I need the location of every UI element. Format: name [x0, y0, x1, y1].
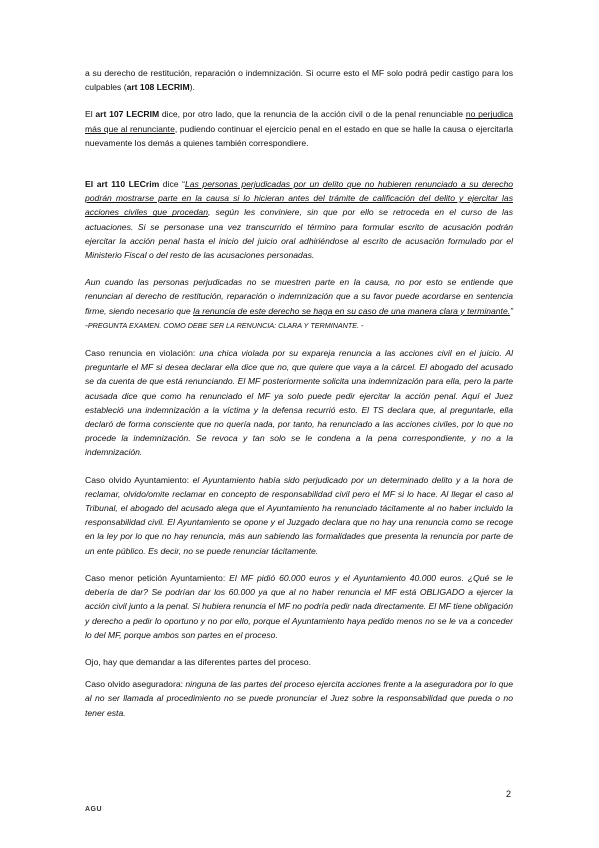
- case-heading: Caso olvido aseguradora:: [85, 679, 186, 690]
- paragraph-restitution: a su derecho de restitución, reparación o indemnización. Si ocurre esto el MF solo podrá pedir castigo para los culpables (art 108 LECRIM).: [85, 68, 513, 93]
- case-heading: Caso renuncia en violación:: [85, 348, 200, 359]
- paragraph-art-107: El art 107 LECRIM dice, por otro lado, que la renuncia de la acción civil o de la penal renunciable no perjudica más que al renunciante, pudiendo continuar el ejercicio penal en el estado en que se halle la causa o ejercitarla nuevamente los demás a quienes también correspondiere.: [85, 109, 513, 148]
- footer-label: AGU: [85, 806, 103, 813]
- paragraph-art-110: El art 110 LECrim dice “Las personas perjudicadas por un delito que no hubieren renunciado a su derecho podrán mostrarse parte en la causa si lo hicieran antes del trámite de calificación del delito y ejercitar las acciones civiles que procedan, según les conviniere, sin que por ello se retroceda en el curso de las actuaciones. Si se personase una vez transcurrido el término para formular escrito de acusación podrán ejercitar la acción penal hasta el inicio del juicio oral adhiriéndose al escrito de acusación formulado por el Ministerio Fiscal o del resto de las acusaciones personadas.: [85, 179, 514, 261]
- document-body: [85, 66, 513, 733]
- article-ref: art 110 LECrim: [96, 179, 160, 190]
- paragraph-case-ayuntamiento-olvido: Caso olvido Ayuntamiento: el Ayuntamiento había sido perjudicado por un determinado delito y a la hora de reclamar, olvido/omite reclamar en concepto de responsabilidad civil pero el MF si lo hace. Al llegar el caso al Tribunal, el abogado del acusado alega que el Ayuntamiento ha renunciado tácitamente al no haber incluido la responsabilidad civil. El Ayuntamiento se opone y el Juzgado declara que no hay una renuncia como se recoge en la ley por lo que no hay renuncia, más aun sabiendo las formalidades que presenta la renuncia por parte de un ente público. Es decir, no se puede renunciar tácitamente.: [85, 474, 513, 556]
- paragraph-note: Ojo, hay que demandar a las diferentes partes del proceso.: [85, 656, 311, 667]
- case-heading: Caso olvido Ayuntamiento:: [85, 474, 193, 485]
- paragraph-art-110-continued: Aun cuando las personas perjudicadas no se muestren parte en la causa, no por esto se entiende que renuncian al derecho de restitución, reparación o indemnización que a su favor puede acordarse en sentencia firme, siendo necesario que la renuncia de este derecho se haga en su caso de una manera clara y terminante.” -PREGUNTA EXAMEN. COMO DEBE SER LA RENUNCIA: CLARA Y TERMINANTE. -: [85, 277, 513, 330]
- exam-note: PREGUNTA EXAMEN. COMO DEBE SER LA RENUNCIA: CLARA Y TERMINANTE. -: [87, 320, 364, 330]
- article-ref: art 107 LECRIM: [95, 109, 160, 120]
- article-ref: art 108 LECRIM: [126, 82, 190, 93]
- case-heading: Caso menor petición Ayuntamiento:: [85, 572, 230, 583]
- paragraph-case-aseguradora: Caso olvido aseguradora: ninguna de las partes del proceso ejercita acciones frente a la aseguradora por lo que al no ser llamada al procedimiento no se puede pronunciar el Juez sobre la responsabilidad que pueda o no tener esta.: [85, 679, 513, 718]
- paragraph-case-ayuntamiento-menor: Caso menor petición Ayuntamiento: El MF pidió 60.000 euros y el Ayuntamiento 40.000 euros. ¿Qué se le debería de dar? Se podrían dar los 60.000 ya que al no haber renuncia el MF está OBLIGADO a ejercer la acción civil junto a la penal. Si hubiera renuncia el MF no podría pedir nada directamente. El MF tiene obligación y derecho a pedir lo oportuno y no por ello, porque el Ayuntamiento haya pedido menos no se le va a conceder lo del MF, porque ambos son partes en el proceso.: [85, 572, 513, 640]
- page-number: 2: [506, 789, 512, 799]
- paragraph-case-violation: Caso renuncia en violación: una chica violada por su expareja renuncia a las acciones civil en el juicio. Al preguntarle el MF si desea declarar ella dice que no, que quiere que vaya a la cárcel. El abogado del acusado se da cuenta de que está renunciando. El MF posteriormente solicita una indemnización para ella, pero la parte acusada dice que como ha renunciado el MF ya solo puede pedir ejercitar la acción penal. Aquí el Juez estableció una indemnización a la víctima y la defensa recurrió esto. El TS declara que, al preguntarle, ella declaró de forma consciente que no quería nada, por tanto, ha renunciado a las acciones civiles, por lo que no procede la indemnización. Se revoca y tan solo se le condena a la pena correspondiente, y no a la indemnización.: [85, 348, 513, 458]
